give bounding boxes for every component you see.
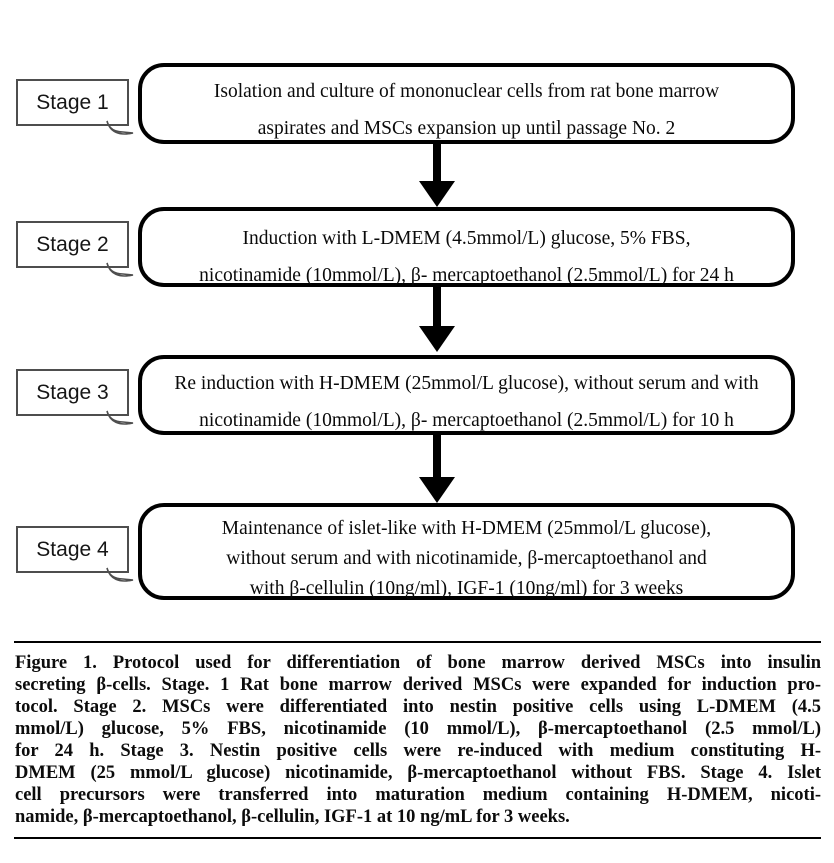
caption-line: mmol/L) glucose, 5% FBS, nicotinamide (10 mmol/L), β-mercaptoethanol (2.5 mmol/L) [15,719,821,739]
caption-line: secreting β-cells. Stage. 1 Rat bone marrow derived MSCs were expanded for induction pro- [15,675,821,695]
arrow-down-icon [417,435,457,503]
figure-caption [15,652,821,828]
stage-2-box-line: Induction with L-DMEM (4.5mmol/L) glucose, 5% FBS, [242,228,691,249]
stage-3-box-line: nicotinamide (10mmol/L), β- mercaptoethanol (2.5mmol/L) for 10 h [199,410,734,431]
caption-bottom-rule [14,837,821,839]
folded-corner-icon [106,120,134,135]
caption-line: namide, β-mercaptoethanol, β-cellulin, IGF-1 at 10 ng/mL for 3 weeks. [15,807,570,827]
stage-2-label [16,221,129,268]
stage-3-box-line: Re induction with H-DMEM (25mmol/L glucose), without serum and with [174,373,759,394]
stage-4-label-text: Stage 4 [36,537,109,561]
stage-4-box [138,503,795,600]
stage-2-label-text: Stage 2 [36,232,109,256]
stage-1-box [138,63,795,144]
stage-4-label [16,526,129,573]
stage-1-label-text: Stage 1 [36,90,109,114]
caption-line: cell precursors were transferred into maturation medium containing H-DMEM, nicoti- [15,785,821,805]
stage-1-box-line: aspirates and MSCs expansion up until passage No. 2 [257,118,676,139]
caption-line: tocol. Stage 2. MSCs were differentiated into nestin positive cells using L-DMEM (4.5 [15,697,821,717]
stage-4-box-line: Maintenance of islet-like with H-DMEM (25mmol/L glucose), [221,518,712,539]
stage-3-label [16,369,129,416]
stage-3-label-text: Stage 3 [36,380,109,404]
caption-top-rule [14,641,821,643]
stage-2-box [138,207,795,287]
stage-1-label [16,79,129,126]
folded-corner-icon [106,410,134,425]
arrow-down-icon [417,143,457,207]
stage-1-box-line: Isolation and culture of mononuclear cells from rat bone marrow [213,81,720,102]
stage-2-box-line: nicotinamide (10mmol/L), β- mercaptoethanol (2.5mmol/L) for 24 h [199,265,734,286]
stage-3-box [138,355,795,435]
caption-line: Figure 1. Protocol used for differentiation of bone marrow derived MSCs into insulin [15,653,821,673]
folded-corner-icon [106,262,134,277]
caption-line: DMEM (25 mmol/L glucose) nicotinamide, β-mercaptoethanol without FBS. Stage 4. Islet [15,763,821,783]
caption-line: for 24 h. Stage 3. Nestin positive cells were re-induced with medium constituting H- [15,741,821,761]
stage-4-box-line: with β-cellulin (10ng/ml), IGF-1 (10ng/ml) for 3 weeks [249,578,684,599]
folded-corner-icon [106,567,134,582]
stage-4-box-line: without serum and with nicotinamide, β-mercaptoethanol and [226,548,707,569]
arrow-down-icon [417,287,457,352]
